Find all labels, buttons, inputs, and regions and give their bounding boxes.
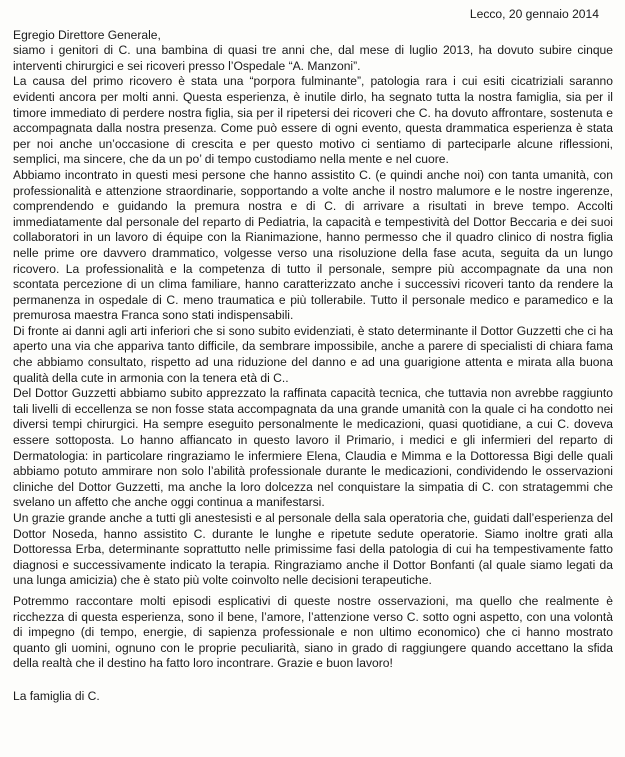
letter-paragraph-anesthesia: Un grazie grande anche a tutti gli anestesisti e al personale della sala operatoria che, guidati dall’esperienza del Dottor Noseda, hanno assistito C. durante le lunghe e ripetute sedute operatorie. Siamo inoltre grati alla Dottoressa Erba, determinante soprattutto nelle primissime fasi della patologia di cui ha tempestivamente fatto diagnosi e successivamente indicato la terapia. Ringraziamo anche il Dottor Bonfanti (al quale siamo legati da una lunga amicizia) che è stato più volte coinvolto nelle decisioni terapeutiche. [13, 511, 613, 588]
letter-paragraph-closing: Potremmo raccontare molti episodi esplicativi di queste nostre osservazioni, ma quello che realmente è ricchezza di questa esperienza, sono il bene, l’amore, l’attenzione verso C. sotto ogni aspetto, con una volontà di impegno (di tempo, energie, di sapienza professionale e non ultimo economico) che ci hanno mostrato quanto gli uomini, ognuno con le proprie peculiarità, siano in grado di raggiungere quando accettano la sfida della realtà che il destino ha fatto loro incontrare. Grazie e buon lavoro! [13, 593, 613, 671]
letter-paragraph-cause: La causa del primo ricovero è stata una “porpora fulminante”, patologia rara i cui esiti cicatriziali saranno evidenti ancora per molti anni. Questa esperienza, è inutile dirlo, ha segnato tutta la nostra famiglia, sia per il timore immediato di perdere nostra figlia, sia per il ripetersi dei ricoveri che C. ha dovuto affrontare, sostenuta e accompagnata dalla nostra presenza. Come può essere di ogni evento, questa drammatica esperienza è stata per noi anche un’occasione di crescita e per questo motivo ci sentiamo di parteciparle alcune riflessioni, semplici, ma sincere, che da un po’ di tempo custodiamo nella mente e nel cuore. [13, 74, 613, 167]
letter-paragraph-limbs: Di fronte ai danni agli arti inferiori che si sono subito evidenziati, è stato determinante il Dottor Guzzetti che ci ha aperto una via che appariva tanto difficile, da sembrare impossibile, anche a parere di specialisti di chiara fama che abbiamo consultato, rispetto ad una riduzione del danno e ad una guarigione attenta e mirata alla buona qualità della cute in armonia con la tenera età di C.. [13, 323, 613, 385]
letter-paragraph-intro: siamo i genitori di C. una bambina di quasi tre anni che, dal mese di luglio 2013, ha dovuto subire cinque interventi chirurgici e sei ricoveri presso l’Ospedale “A. Manzoni”. [13, 43, 613, 73]
letter-salutation: Egregio Direttore Generale, [13, 27, 161, 42]
letter-signature: La famiglia di C. [13, 688, 100, 703]
letter-paragraph-dermatology: Del Dottor Guzzetti abbiamo subito apprezzato la raffinata capacità tecnica, che tuttavia non avrebbe raggiunto tali livelli di eccellenza se non fosse stata accompagnata da una grande umanità con la quale ci ha condotto nei diversi tempi chirurgici. Ha sempre eseguito personalmente le medicazioni, quasi quotidiane, a cui C. doveva essere sottoposta. Lo hanno affiancato in questo lavoro il Primario, i medici e gli infermieri del reparto di Dermatologia: in particolare ringraziamo le infermiere Elena, Claudia e Mimma e la Dottoressa Bigi delle quali abbiamo potuto ammirare non solo l’abilità professionale durante le medicazioni, condividendo le osservazioni cliniche del Dottor Guzzetti, ma anche la loro dolcezza nel conquistare la simpatia di C. con stratagemmi che svelano un affetto che anche oggi continua a manifestarsi. [13, 386, 613, 510]
letter-paragraph-pediatrics: Abbiamo incontrato in questi mesi persone che hanno assistito C. (e quindi anche noi) con tanta umanità, con professionalità e attenzione straordinarie, sopportando a volte anche il nostro malumore e le nostre ingerenze, comprendendo e guidando la premura nostra e di C. di arrivare a risultati in breve tempo. Accolti immediatamente dal personale del reparto di Pediatria, la capacità e tempestività del Dottor Beccaria e dei suoi collaboratori in un lavoro di équipe con la Rianimazione, hanno permesso che il quadro clinico di nostra figlia nelle prime ore davvero drammatico, volgesse verso una risoluzione della fase acuta, seguita da un lungo ricovero. La professionalità e la competenza di tutto il personale, sempre più accompagnate da una non scontata percezione di un clima familiare, hanno caratterizzato anche i successivi ricoveri tanto da rendere la permanenza in ospedale di C. meno traumatica e più tollerabile. Tutto il personale medico e paramedico e la premurosa maestra Franca sono stati indispensabili. [13, 167, 613, 323]
letter-date: Lecco, 20 gennaio 2014 [469, 7, 599, 21]
